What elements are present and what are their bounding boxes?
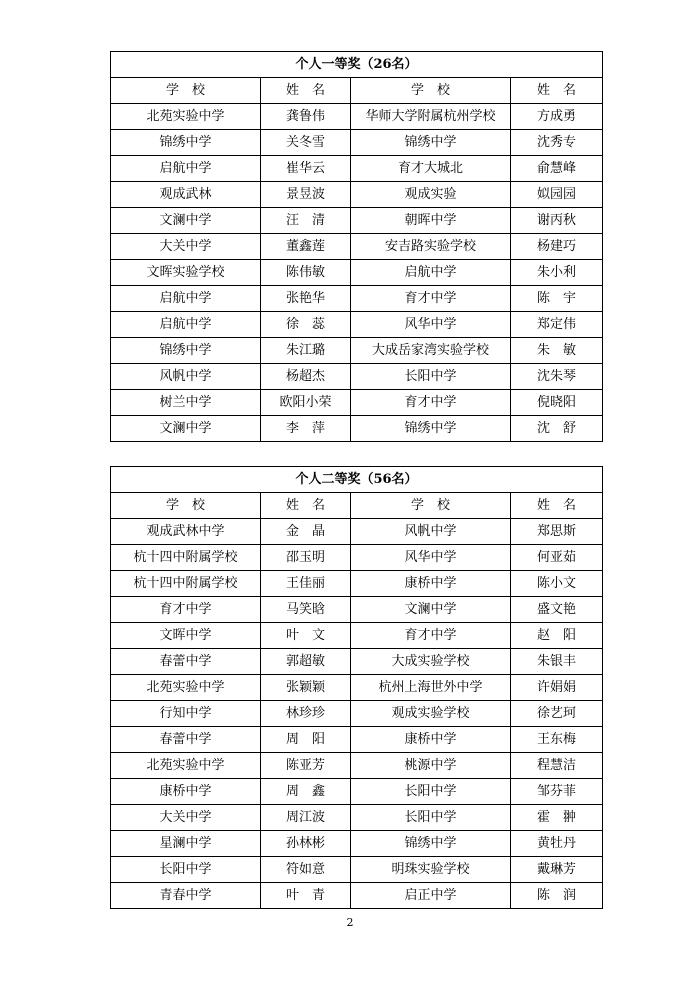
school-cell: 文晖中学 (111, 623, 261, 649)
person-name-cell: 崔华云 (261, 156, 351, 182)
person-name-cell: 戴琳芳 (511, 857, 603, 883)
school-cell: 青春中学 (111, 883, 261, 909)
person-name-cell: 方成勇 (511, 104, 603, 130)
table-row (111, 104, 603, 130)
header-school: 学 校 (111, 493, 261, 519)
table-row (111, 182, 603, 208)
school-cell: 春蕾中学 (111, 727, 261, 753)
table-row (111, 364, 603, 390)
school-cell: 杭州上海世外中学 (351, 675, 511, 701)
table-row (111, 623, 603, 649)
person-name-cell: 符如意 (261, 857, 351, 883)
school-cell: 北苑实验中学 (111, 104, 261, 130)
person-name-cell: 周江波 (261, 805, 351, 831)
person-name-cell: 陈伟敏 (261, 260, 351, 286)
table-row (111, 883, 603, 909)
school-cell: 启航中学 (111, 286, 261, 312)
person-name-cell: 俞慧峰 (511, 156, 603, 182)
school-cell: 风华中学 (351, 312, 511, 338)
table-row (111, 286, 603, 312)
school-cell: 大成实验学校 (351, 649, 511, 675)
first-prize-title: 个人一等奖（26名） (111, 52, 603, 78)
person-name-cell: 景昱波 (261, 182, 351, 208)
school-cell: 杭十四中附属学校 (111, 571, 261, 597)
school-cell: 华师大学附属杭州学校 (351, 104, 511, 130)
person-name-cell: 陈 润 (511, 883, 603, 909)
person-name-cell: 朱银丰 (511, 649, 603, 675)
table-row (111, 779, 603, 805)
school-cell: 文澜中学 (351, 597, 511, 623)
person-name-cell: 徐 蕊 (261, 312, 351, 338)
school-cell: 安吉路实验学校 (351, 234, 511, 260)
school-cell: 大成岳家湾实验学校 (351, 338, 511, 364)
first-prize-header-row (111, 78, 603, 104)
school-cell: 长阳中学 (351, 364, 511, 390)
person-name-cell: 欧阳小荣 (261, 390, 351, 416)
first-prize-rows (111, 104, 603, 442)
table-row (111, 416, 603, 442)
school-cell: 风华中学 (351, 545, 511, 571)
school-cell: 北苑实验中学 (111, 753, 261, 779)
table-row (111, 234, 603, 260)
person-name-cell: 杨建巧 (511, 234, 603, 260)
person-name-cell: 叶 文 (261, 623, 351, 649)
table-row (111, 390, 603, 416)
school-cell: 风帆中学 (351, 519, 511, 545)
header-school: 学 校 (351, 78, 511, 104)
person-name-cell: 龚鲁伟 (261, 104, 351, 130)
person-name-cell: 周 阳 (261, 727, 351, 753)
first-prize-title-row (111, 52, 603, 78)
school-cell: 康桥中学 (351, 727, 511, 753)
person-name-cell: 朱江璐 (261, 338, 351, 364)
person-name-cell: 金 晶 (261, 519, 351, 545)
person-name-cell: 李 萍 (261, 416, 351, 442)
person-name-cell: 关冬雪 (261, 130, 351, 156)
school-cell: 锦绣中学 (351, 130, 511, 156)
school-cell: 风帆中学 (111, 364, 261, 390)
school-cell: 北苑实验中学 (111, 675, 261, 701)
person-name-cell: 盛文艳 (511, 597, 603, 623)
person-name-cell: 朱小利 (511, 260, 603, 286)
header-name: 姓 名 (261, 78, 351, 104)
table-row (111, 338, 603, 364)
first-prize-table (110, 51, 603, 442)
person-name-cell: 杨超杰 (261, 364, 351, 390)
table-row (111, 857, 603, 883)
school-cell: 大关中学 (111, 234, 261, 260)
school-cell: 长阳中学 (351, 779, 511, 805)
person-name-cell: 倪晓阳 (511, 390, 603, 416)
school-cell: 长阳中学 (111, 857, 261, 883)
school-cell: 观成实验 (351, 182, 511, 208)
person-name-cell: 邹芬菲 (511, 779, 603, 805)
person-name-cell: 周 鑫 (261, 779, 351, 805)
person-name-cell: 张艳华 (261, 286, 351, 312)
table-row (111, 675, 603, 701)
school-cell: 文澜中学 (111, 208, 261, 234)
person-name-cell: 姒园园 (511, 182, 603, 208)
school-cell: 锦绣中学 (111, 130, 261, 156)
school-cell: 文晖实验学校 (111, 260, 261, 286)
table-row (111, 130, 603, 156)
school-cell: 春蕾中学 (111, 649, 261, 675)
table-row (111, 727, 603, 753)
second-prize-table (110, 466, 603, 909)
person-name-cell: 孙林彬 (261, 831, 351, 857)
person-name-cell: 霍 翀 (511, 805, 603, 831)
school-cell: 观成武林中学 (111, 519, 261, 545)
person-name-cell: 郑定伟 (511, 312, 603, 338)
table-row (111, 545, 603, 571)
person-name-cell: 沈朱琴 (511, 364, 603, 390)
school-cell: 锦绣中学 (351, 831, 511, 857)
school-cell: 育才中学 (351, 390, 511, 416)
person-name-cell: 林珍珍 (261, 701, 351, 727)
person-name-cell: 汪 清 (261, 208, 351, 234)
person-name-cell: 王佳丽 (261, 571, 351, 597)
table-row (111, 208, 603, 234)
table-row (111, 312, 603, 338)
school-cell: 锦绣中学 (351, 416, 511, 442)
school-cell: 康桥中学 (351, 571, 511, 597)
school-cell: 明珠实验学校 (351, 857, 511, 883)
school-cell: 朝晖中学 (351, 208, 511, 234)
school-cell: 育才中学 (351, 286, 511, 312)
school-cell: 星澜中学 (111, 831, 261, 857)
second-prize-title-row (111, 467, 603, 493)
person-name-cell: 郭超敏 (261, 649, 351, 675)
person-name-cell: 陈 宇 (511, 286, 603, 312)
table-row (111, 597, 603, 623)
school-cell: 杭十四中附属学校 (111, 545, 261, 571)
table-row (111, 519, 603, 545)
school-cell: 大关中学 (111, 805, 261, 831)
person-name-cell: 郑思斯 (511, 519, 603, 545)
second-prize-rows (111, 519, 603, 909)
person-name-cell: 徐艺珂 (511, 701, 603, 727)
table-row (111, 649, 603, 675)
school-cell: 长阳中学 (351, 805, 511, 831)
header-name: 姓 名 (511, 493, 603, 519)
person-name-cell: 王东梅 (511, 727, 603, 753)
header-school: 学 校 (111, 78, 261, 104)
school-cell: 观成武林 (111, 182, 261, 208)
person-name-cell: 张颖颖 (261, 675, 351, 701)
second-prize-header-row (111, 493, 603, 519)
person-name-cell: 邵玉明 (261, 545, 351, 571)
person-name-cell: 马笑晗 (261, 597, 351, 623)
person-name-cell: 朱 敏 (511, 338, 603, 364)
person-name-cell: 程慧洁 (511, 753, 603, 779)
table-row (111, 701, 603, 727)
school-cell: 锦绣中学 (111, 338, 261, 364)
header-name: 姓 名 (511, 78, 603, 104)
school-cell: 启航中学 (111, 312, 261, 338)
person-name-cell: 沈 舒 (511, 416, 603, 442)
school-cell: 育才大城北 (351, 156, 511, 182)
person-name-cell: 赵 阳 (511, 623, 603, 649)
person-name-cell: 陈小文 (511, 571, 603, 597)
school-cell: 观成实验学校 (351, 701, 511, 727)
header-name: 姓 名 (261, 493, 351, 519)
school-cell: 启航中学 (351, 260, 511, 286)
person-name-cell: 黄牡丹 (511, 831, 603, 857)
school-cell: 桃源中学 (351, 753, 511, 779)
school-cell: 文澜中学 (111, 416, 261, 442)
school-cell: 育才中学 (351, 623, 511, 649)
person-name-cell: 何亚茹 (511, 545, 603, 571)
person-name-cell: 叶 青 (261, 883, 351, 909)
table-row (111, 260, 603, 286)
person-name-cell: 谢丙秋 (511, 208, 603, 234)
table-row (111, 571, 603, 597)
school-cell: 启航中学 (111, 156, 261, 182)
school-cell: 育才中学 (111, 597, 261, 623)
page-number: 2 (346, 916, 354, 929)
person-name-cell: 董鑫莲 (261, 234, 351, 260)
person-name-cell: 许娟娟 (511, 675, 603, 701)
school-cell: 启正中学 (351, 883, 511, 909)
person-name-cell: 陈亚芳 (261, 753, 351, 779)
header-school: 学 校 (351, 493, 511, 519)
table-row (111, 805, 603, 831)
person-name-cell: 沈秀专 (511, 130, 603, 156)
table-row (111, 753, 603, 779)
table-row (111, 156, 603, 182)
school-cell: 康桥中学 (111, 779, 261, 805)
table-row (111, 831, 603, 857)
school-cell: 树兰中学 (111, 390, 261, 416)
school-cell: 行知中学 (111, 701, 261, 727)
second-prize-title: 个人二等奖（56名） (111, 467, 603, 493)
